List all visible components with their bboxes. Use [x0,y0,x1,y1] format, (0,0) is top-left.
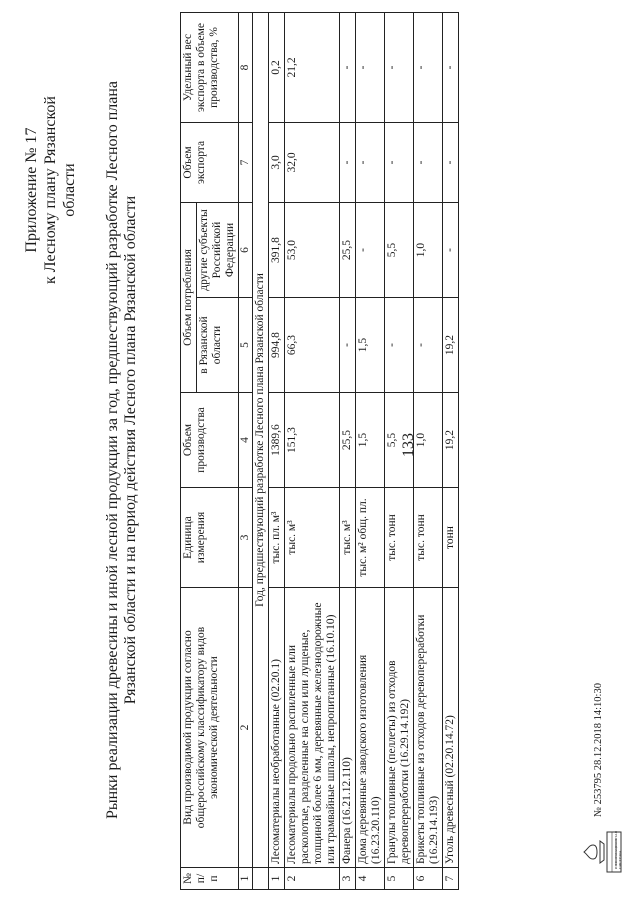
consumption-other: 5,5 [385,202,414,297]
export-volume: - [443,122,459,202]
title-line-2: Рязанской области и на период действия Лесного плана Рязанской области [122,195,139,705]
product-name: Лесоматериалы необработанные (02.20.1) [269,588,285,868]
consumption-local: 994,8 [269,298,285,393]
row-number: 3 [340,868,356,890]
production-volume: 151,3 [285,393,340,488]
consumption-other: 391,8 [269,202,285,297]
registration-seal [580,829,624,875]
section-row [253,12,269,889]
registration-stamp-text: № 253795 28.12.2018 14:10:30 [593,683,604,817]
row-number: 5 [385,868,414,890]
table-body [269,12,459,889]
product-name: Лесоматериалы продольно распиленные или расколотые, разделенные на слои или лущеные, толщиной более 6 мм, деревянные железнодорожные или трамвайные шпалы, непропитанные (16.10.10) [285,588,340,868]
row-number: 6 [414,868,443,890]
column-number: 4 [239,393,253,488]
column-number: 8 [239,12,253,122]
row-number: 7 [443,868,459,890]
seal-caption: ИНФОРМАЦИОННАЯ СИСТЕМА [614,830,622,869]
lumber-market-table [180,12,459,890]
consumption-other: 1,0 [414,202,443,297]
column-number: 3 [239,488,253,588]
column-number: 6 [239,202,253,297]
table-row [443,12,459,889]
export-share: - [443,12,459,122]
document-title [104,65,140,835]
export-share: - [340,12,356,122]
consumption-other: - [443,202,459,297]
export-volume: - [340,122,356,202]
consumption-other: - [356,202,385,297]
section-spacer [253,868,269,890]
appendix-caption [22,20,79,360]
export-volume: 3,0 [269,122,285,202]
consumption-local: 1,5 [356,298,385,393]
title-line-1: Рынки реализации древесины и иной лесной продукции за год, предшествующий разработке Лесного плана [104,80,121,820]
header-unit: Единица измерения [181,488,239,588]
production-volume: 5,5 [385,393,414,488]
header-export-share: Удельный вес экспорта в объеме производства, % [181,12,239,122]
export-share: 0,2 [269,12,285,122]
table-row [414,12,443,889]
column-number-row [239,12,253,889]
table-row [356,12,385,889]
consumption-local: - [385,298,414,393]
page-number: 133 [400,433,417,457]
column-number: 5 [239,298,253,393]
product-name: Фанера (16.21.12.110) [340,588,356,868]
unit: тыс. пл. м³ [269,488,285,588]
product-name: Дома деревянные заводского изготовления (16.23.20.110) [356,588,385,868]
header-production: Объем производства [181,393,239,488]
unit: тыс. тонн [385,488,414,588]
appendix-line-1: Приложение № 17 [23,127,40,253]
table-row [269,12,285,889]
table-row [340,12,356,889]
consumption-local: - [414,298,443,393]
header-consumption-other: другие субъекты Российской Федерации [197,202,239,297]
header-consumption: Объем потребления [181,202,197,392]
export-share: 21,2 [285,12,340,122]
production-volume: 1,5 [356,393,385,488]
row-number: 2 [285,868,340,890]
unit: тыс. тонн [414,488,443,588]
header-num: № п/п [181,868,239,890]
row-number: 1 [269,868,285,890]
appendix-line-3: области [61,163,78,217]
production-volume: 19,2 [443,393,459,488]
consumption-other: 25,5 [340,202,356,297]
header-export: Объем экспорта [181,122,239,202]
export-volume: - [356,122,385,202]
product-name: Уголь древесный (02.20.14.72) [443,588,459,868]
section-title: Год, предшествующий разработке Лесного плана Рязанской области [253,12,269,867]
consumption-local: 66,3 [285,298,340,393]
export-share: - [385,12,414,122]
column-number: 7 [239,122,253,202]
unit: тонн [443,488,459,588]
column-number: 2 [239,588,253,868]
consumption-local: - [340,298,356,393]
table-row [385,12,414,889]
consumption-local: 19,2 [443,298,459,393]
export-volume: 32,0 [285,122,340,202]
export-volume: - [414,122,443,202]
production-volume: 25,5 [340,393,356,488]
export-share: - [414,12,443,122]
row-number: 4 [356,868,385,890]
export-share: - [356,12,385,122]
unit: тыс. м³ [285,488,340,588]
product-name: Брикеты топливные из отходов деревопереработки (16.29.14.193) [414,588,443,868]
header-consumption-local: в Рязанской области [197,298,239,393]
consumption-other: 53,0 [285,202,340,297]
unit: тыс. м² общ. пл. [356,488,385,588]
unit: тыс. м³ [340,488,356,588]
export-volume: - [385,122,414,202]
header-product: Вид производимой продукции согласно общероссийскому классификатору видов экономической деятельности [181,588,239,868]
table-row [285,12,340,889]
production-volume: 1,0 [414,393,443,488]
production-volume: 1389,6 [269,393,285,488]
header-row [181,12,197,889]
column-number: 1 [239,868,253,890]
product-name: Гранулы топливные (пеллеты) из отходов деревопереработки (16.29.14.192) [385,588,414,868]
appendix-line-2: к Лесному плану Рязанской [42,96,59,284]
